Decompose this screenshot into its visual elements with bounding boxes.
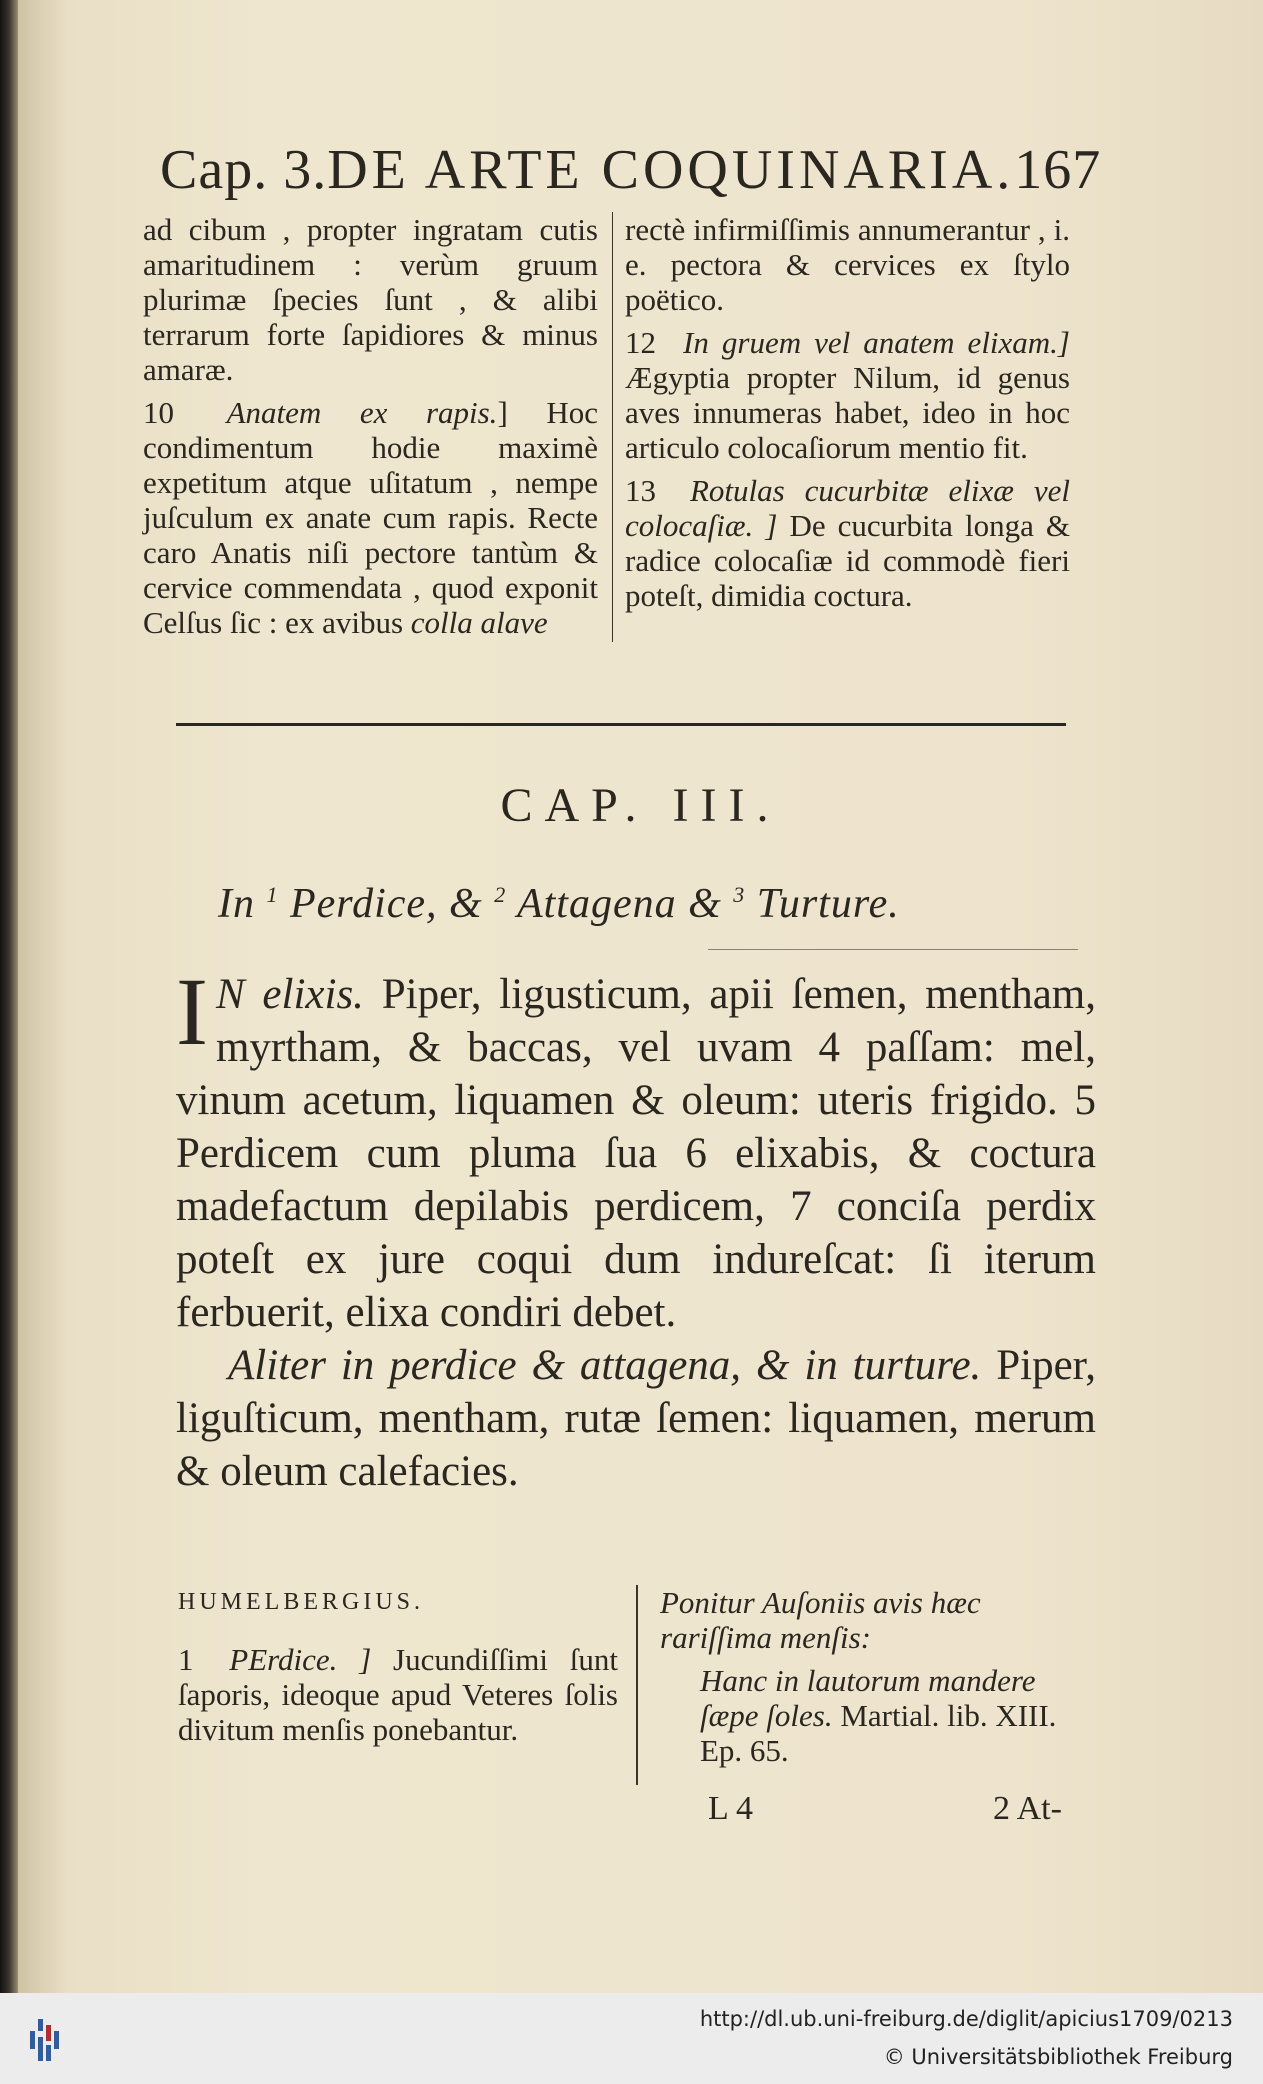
- note-lemma: PErdice. ]: [229, 1642, 372, 1677]
- book-page: [18, 0, 1263, 1993]
- viewer-footer: [0, 1993, 1263, 2084]
- note-text: ad cibum , propter ingratam cutis amaritudinem : verùm gruum plurimæ ſpecies ſunt , & alibi terrarum forte ſapidiores & minus amaræ.: [143, 212, 598, 387]
- column-divider: [636, 1585, 638, 1785]
- top-notes-left-column: [143, 212, 598, 648]
- chapter-subtitle: [218, 880, 1038, 928]
- note-number: 10: [143, 395, 174, 430]
- note-number: 13: [625, 473, 656, 508]
- running-head: [160, 138, 1102, 202]
- lead-italic: N elixis.: [215, 971, 364, 1018]
- subtitle-word: Perdice,: [290, 881, 438, 927]
- note-ref: 1: [266, 882, 279, 907]
- paragraph-text: Piper, ligusticum, apii ſemen, mentham, myrtham, & baccas, vel uvam 4 paſſam: mel, vinum acetum, liquamen & oleum: uteris frigido. 5 Perdicem cum pluma ſua 6 elixabis, & coctura madefactum depilabis perdicem, 7 conciſa perdix poteſt ex jure coqui dum indureſcat: ſi iterum ferbuerit, elixa condiri debet.: [176, 971, 1096, 1336]
- chapter-title: CAP. III.: [500, 779, 781, 832]
- note-text: Hoc condimentum hodie maximè expetitum atque uſitatum , nempe juſculum ex anate cum rapis. Recte caro Anatis niſi pectore tantùm & cervice commendata , quod exponit Celſus ſic : ex avibus: [143, 395, 598, 640]
- paragraph-text: Piper, liguſticum, mentham, rutæ ſemen: liquamen, merum & oleum calefacies.: [176, 1342, 1097, 1495]
- note-10: 10 Anatem ex rapis.] Hoc condimentum hodie maximè expetitum atque uſitatum , nempe juſculum ex anate cum rapis. Recte caro Anatis niſi pectore tantùm & cervice commendata , quod exponit Celſus ſic : ex avibus colla alave: [143, 395, 598, 640]
- note-1: [178, 1642, 618, 1747]
- note-lemma: Anatem ex rapis.: [226, 395, 498, 430]
- note-text: Jucundiſſimi ſunt ſaporis, ideoque apud Veteres ſolis divitum menſis ponebantur.: [178, 1642, 619, 1747]
- subtitle-word: &: [688, 881, 722, 927]
- section-divider: [176, 723, 1066, 726]
- subtitle-rule: [708, 949, 1078, 950]
- quote-line: Ponitur Auſoniis avis hæc rariſſima menſis:: [660, 1585, 981, 1655]
- copyright: © Universitätsbibliothek Freiburg: [883, 2045, 1233, 2069]
- commentator-heading: HUMELBERGIUS.: [178, 1589, 425, 1615]
- note-lemma: Rotulas cucurbitæ elixæ vel colocaſiæ. ]: [625, 473, 1071, 543]
- page-number: 167: [1014, 139, 1102, 201]
- bottom-notes-right-column: [660, 1585, 1080, 1785]
- signature-mark: L 4: [708, 1790, 754, 1827]
- subtitle-word: Turture.: [756, 881, 900, 927]
- aliter-heading: Aliter in perdice & attagena, & in turture.: [228, 1342, 982, 1389]
- note-ref: 2: [494, 882, 507, 907]
- note-text-italic: colla alave: [410, 605, 548, 640]
- running-head-chapter: Cap. 3.: [160, 139, 328, 201]
- note-ref: 3: [733, 882, 746, 907]
- note-number: 12: [625, 325, 656, 360]
- column-divider: [612, 212, 613, 642]
- main-text: [176, 958, 1097, 1498]
- bottom-notes-left-column: [178, 1585, 618, 1785]
- book-spine: [0, 0, 18, 1993]
- catchword: 2 At-: [993, 1790, 1062, 1827]
- quote-text: Hanc in lautorum mandere ſæpe ſoles.: [700, 1663, 1036, 1733]
- top-notes: [143, 212, 1070, 648]
- subtitle-word: Attagena: [516, 881, 677, 927]
- note-text: Ægyptia propter Nilum, id genus aves innumeras habet, ideo in hoc articulo colocaſiorum mentio fit.: [625, 360, 1070, 465]
- note-text: De cucurbita longa & radice colocaſiæ id commodè fieri poteſt, dimidia coctura.: [625, 508, 1070, 613]
- subtitle-word: &: [449, 881, 483, 927]
- running-head-title: DE ARTE COQUINARIA.: [327, 139, 1015, 201]
- note-text: rectè infirmiſſimis annumerantur , i. e. pectora & cervices ex ſtylo poëtico.: [625, 212, 1070, 317]
- library-logo-icon[interactable]: [26, 2015, 76, 2069]
- main-paragraph-1: [176, 958, 1096, 1339]
- note-13: [625, 473, 1070, 613]
- note-12: [625, 325, 1070, 465]
- main-paragraph-2: [176, 1339, 1096, 1498]
- note-lemma: In gruem vel anatem elixam.]: [683, 325, 1071, 360]
- permalink[interactable]: http://dl.ub.uni-freiburg.de/diglit/apicius1709/0213: [699, 2007, 1233, 2031]
- bottom-notes: [178, 1585, 1080, 1785]
- subtitle-word: In: [218, 881, 255, 927]
- top-notes-right-column: [625, 212, 1070, 648]
- quote-line-2: [660, 1663, 1080, 1768]
- note-number: 1: [178, 1642, 194, 1677]
- drop-cap: I: [176, 958, 208, 1065]
- quote-reference: Martial. lib. XIII. Ep. 65.: [700, 1698, 1057, 1768]
